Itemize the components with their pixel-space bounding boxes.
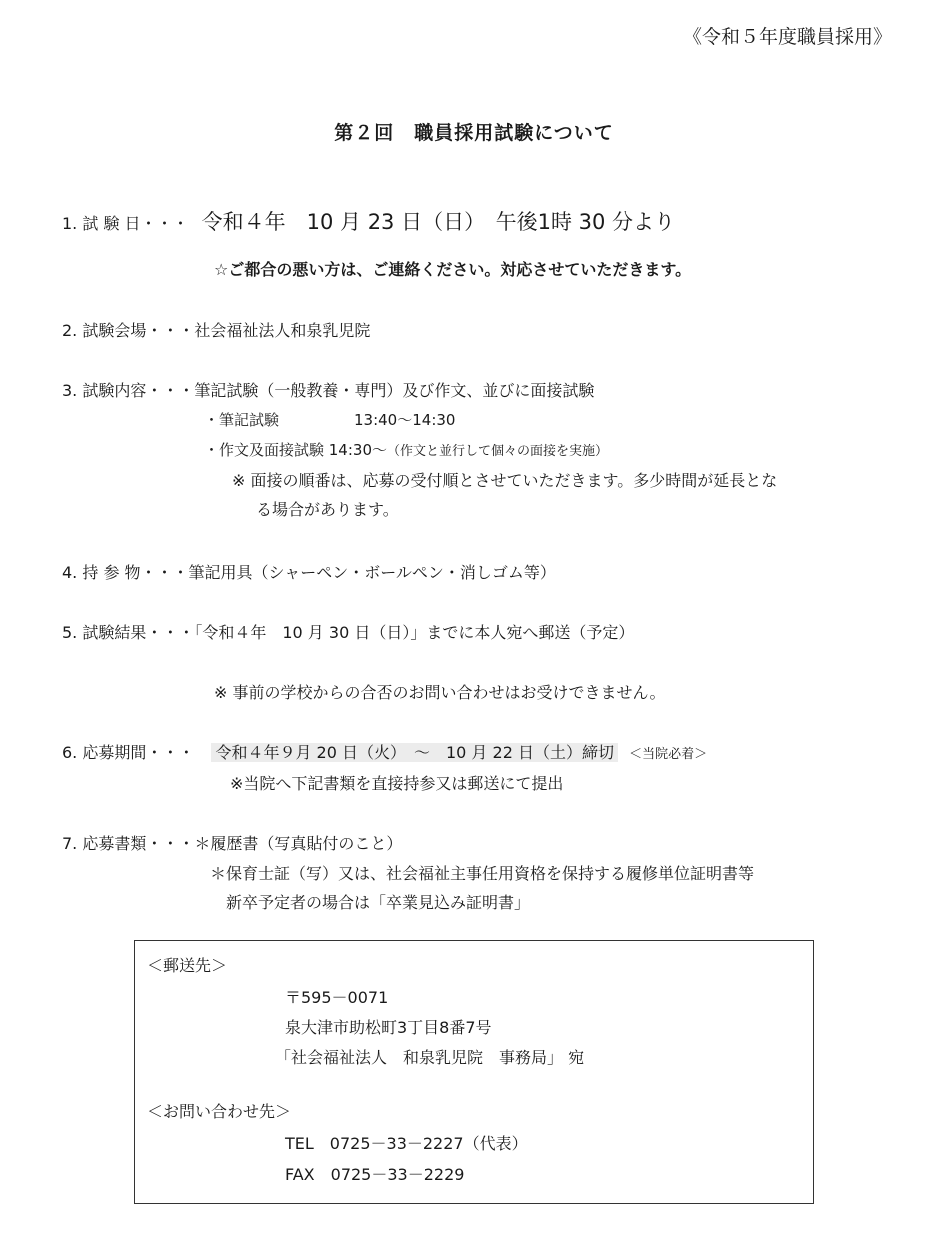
application-period-remark: ※当院へ下記書類を直接持参又は郵送にて提出 [230, 774, 564, 793]
exam-date-value: 令和４年 10 月 23 日（日） 午後1時 30 分より [201, 210, 676, 234]
essay-interview-row [204, 439, 608, 460]
application-period-row [62, 740, 707, 763]
written-exam-label: ・筆記試験 [204, 411, 280, 429]
recruitment-year-tag: 《令和５年度職員採用》 [682, 26, 892, 48]
application-period-note: ＜当院必着＞ [629, 747, 708, 762]
contact-box [134, 940, 814, 1204]
items-to-bring-row [62, 560, 556, 583]
application-doc-resume: ＊履歴書（写真貼付のこと） [194, 834, 403, 853]
mail-recipient: 「社会福祉法人 和泉乳児院 事務局」 宛 [275, 1048, 585, 1067]
items-to-bring-value: 筆記用具（シャーペン・ボールペン・消しゴム等） [188, 563, 556, 582]
interview-order-remark-2: る場合があります。 [256, 500, 399, 519]
exam-result-value: 「令和４年 10 月 30 日（日）」までに本人宛へ郵送（予定） [194, 623, 635, 642]
contact-heading: ＜お問い合わせ先＞ [147, 1102, 292, 1121]
written-exam-time: 13:40～14:30 [354, 411, 456, 429]
application-docs-label: 7. 応募書類・・・ [62, 834, 195, 853]
mail-heading: ＜郵送先＞ [147, 956, 228, 975]
contact-tel: TEL 0725－33－2227（代表） [285, 1134, 528, 1153]
exam-date-label: 1. 試 験 日・・・ [62, 214, 189, 233]
essay-interview-label: ・作文及面接試験 14:30～ [204, 441, 387, 459]
contact-fax: FAX 0725－33－2229 [285, 1165, 465, 1184]
exam-date-note: ☆ご都合の悪い方は、ご連絡ください。対応させていただきます。 [214, 260, 692, 279]
exam-content-row [62, 378, 594, 401]
exam-venue-value: 社会福祉法人和泉乳児院 [194, 321, 371, 340]
application-doc-certificate: ＊保育士証（写）又は、社会福祉主事任用資格を保持する履修単位証明書等 [210, 864, 755, 883]
exam-content-value: 筆記試験（一般教養・専門）及び作文、並びに面接試験 [194, 381, 595, 400]
exam-venue-label: 2. 試験会場・・・ [62, 321, 195, 340]
application-period-value: 令和４年９月 20 日（火） ～ 10 月 22 日（土）締切 [211, 743, 618, 762]
application-doc-graduation: 新卒予定者の場合は「卒業見込み証明書」 [226, 893, 531, 912]
page-title: 第２回 職員採用試験について [334, 122, 614, 144]
exam-result-remark: ※ 事前の学校からの合否のお問い合わせはお受けできません。 [214, 683, 666, 702]
exam-venue-row [62, 318, 370, 341]
exam-date-row [62, 206, 675, 236]
interview-order-remark-1: ※ 面接の順番は、応募の受付順とさせていただきます。多少時間が延長とな [232, 471, 778, 490]
exam-content-label: 3. 試験内容・・・ [62, 381, 195, 400]
exam-result-label: 5. 試験結果・・・ [62, 623, 195, 642]
essay-interview-note: （作文と並行して個々の面接を実施） [387, 444, 609, 459]
application-period-label: 6. 応募期間・・・ [62, 743, 195, 762]
items-to-bring-label: 4. 持 参 物・・・ [62, 563, 189, 582]
application-docs-row [62, 831, 402, 854]
exam-result-row [62, 620, 634, 643]
mail-address: 泉大津市助松町3丁目8番7号 [285, 1018, 492, 1037]
mail-postal-code: 〒595－0071 [285, 988, 389, 1007]
